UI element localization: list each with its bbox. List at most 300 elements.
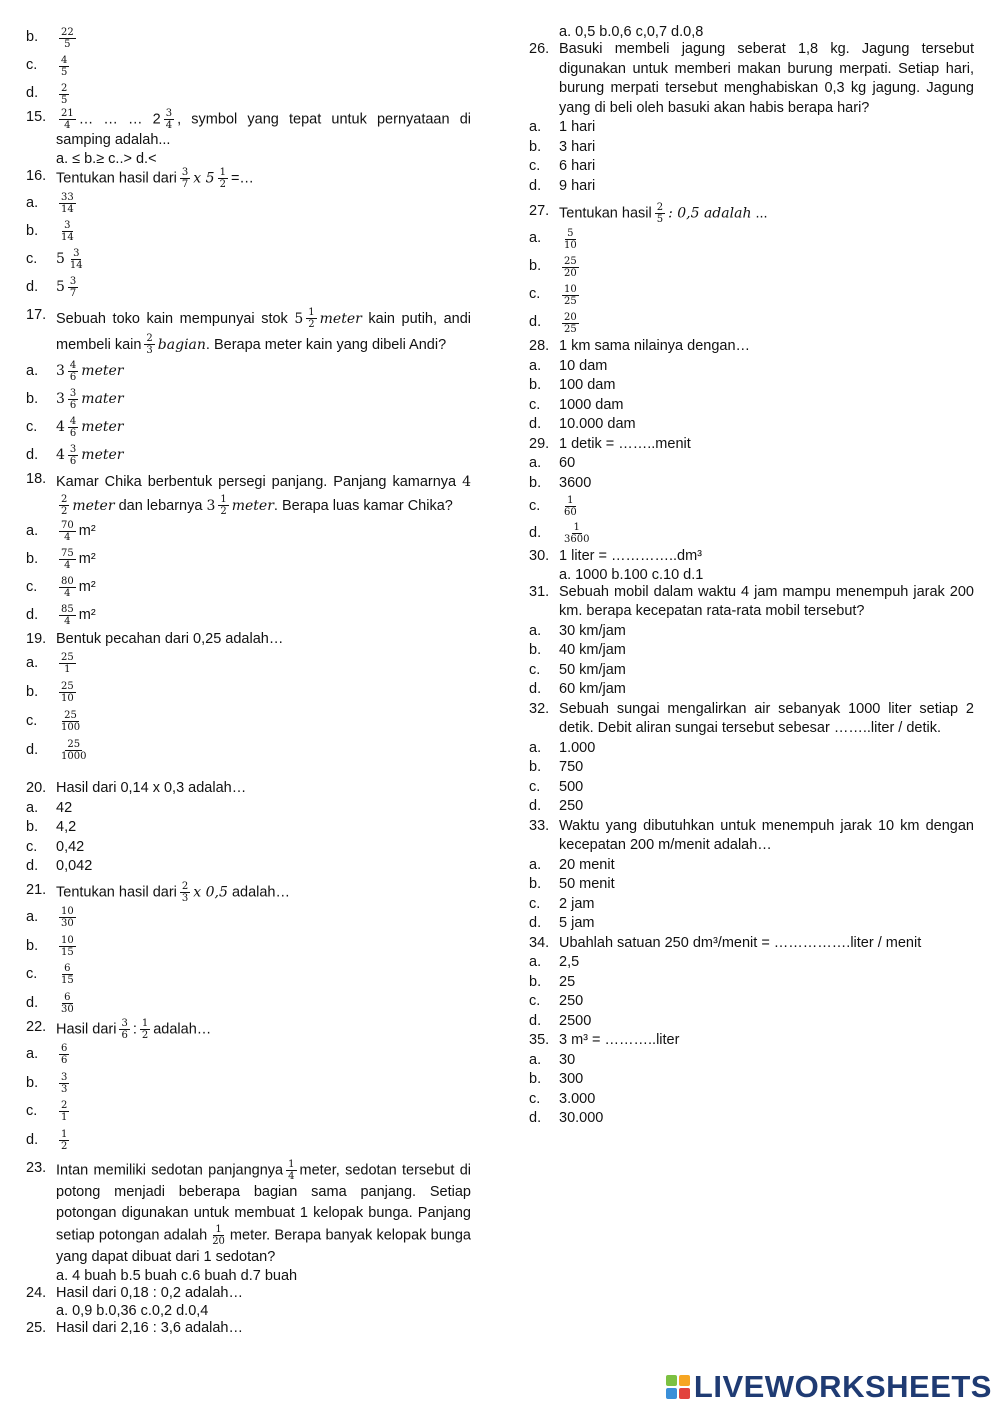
question-text: Hasil dari 2,16 : 3,6 adalah… [56, 1320, 243, 1336]
fraction [59, 963, 76, 986]
option-letter: a. [26, 194, 39, 211]
option-item[interactable] [529, 415, 974, 435]
options-list [26, 190, 471, 302]
option-letter: d. [529, 177, 542, 194]
option-item[interactable] [26, 414, 471, 442]
option-item[interactable] [26, 386, 471, 414]
option-text: 60 km/jam [559, 681, 626, 697]
option-item[interactable] [529, 1070, 974, 1090]
fraction-numerator: 3 [61, 1071, 68, 1083]
fraction-numerator: 6 [64, 963, 71, 975]
option-letter: d. [26, 446, 39, 463]
options-list [26, 1041, 471, 1155]
question-text: Tentukan hasil $\frac{2}{5}$ : 0,5 adalah ... [559, 202, 768, 225]
fraction [59, 1043, 69, 1066]
question-text: Hasil dari $\frac{3}{6}$ : $\frac{1}{2}$ adalah… [56, 1017, 212, 1041]
option-item[interactable] [529, 1109, 974, 1129]
option-letter: a. [529, 954, 542, 970]
option-letter: b. [529, 759, 542, 775]
options-list [529, 118, 974, 196]
question-24 [26, 1284, 471, 1304]
question-text: 3 m³ = ………..liter [559, 1032, 680, 1048]
question-number: 26. [529, 41, 550, 57]
option-item[interactable] [529, 973, 974, 993]
question-text: Waktu yang dibutuhkan untuk menempuh jarak 10 km dengan kecepatan 200 m/menit adalah… [559, 817, 974, 853]
option-item[interactable] [529, 914, 974, 934]
question-number: 25. [26, 1320, 47, 1336]
option-letter: b. [26, 550, 39, 567]
fraction-numerator: 10 [564, 283, 577, 295]
option-text: 2 jam [559, 895, 595, 912]
option-text: 1000 dam [559, 396, 624, 413]
option-unit: m² [78, 578, 96, 595]
fraction-numerator: 4 [69, 360, 77, 371]
option-item[interactable] [529, 778, 974, 798]
question-number: 35. [529, 1032, 550, 1048]
logo-icon [666, 1375, 690, 1399]
options-list [529, 454, 974, 493]
option-letter: d. [529, 416, 542, 432]
question-text: Intan memiliki sedotan panjangnya $\frac{1}{4}$ meter, sedotan tersebut di potong menjadi beberapa bagian sama panjang. Setiap potongan digunakan untuk membuat 1 kelopak bunga. Panjang setiap potongan adalah $\frac{1}{20}$ meter. Berapa banyak kelopak bunga yang dapat dibuat dari 1 sedotan? [56, 1158, 471, 1265]
fraction [59, 220, 76, 243]
option-item[interactable] [529, 1012, 974, 1032]
option-letter: b. [26, 937, 39, 954]
whole-number: 3 [56, 362, 65, 379]
option-letter: c. [26, 250, 38, 267]
fraction-denominator: 4 [64, 616, 71, 627]
option-letter: a. [529, 622, 542, 639]
option-item[interactable] [26, 736, 471, 765]
option-item[interactable] [529, 661, 974, 681]
option-item[interactable] [26, 274, 471, 302]
option-letter: b. [26, 222, 39, 239]
left-column [26, 24, 471, 1339]
option-text: 0,42 [56, 838, 85, 855]
option-unit: meter [81, 362, 124, 379]
fraction-denominator: 20 [564, 267, 577, 279]
fraction-denominator: 15 [61, 975, 74, 987]
fraction: $\frac{4}{5}$ [61, 54, 68, 78]
option-c[interactable] [26, 52, 471, 80]
question-23 [26, 1159, 471, 1268]
fraction-numerator: 3 [64, 220, 71, 231]
question-number: 18. [26, 470, 47, 487]
option-item[interactable] [26, 546, 471, 574]
question-text: Sebuah mobil dalam waktu 4 jam mampu menempuh jarak 200 km. berapa kecepatan rata-rata mobil tersebut? [559, 583, 974, 619]
option-letter: a. [529, 455, 542, 471]
option-unit: m² [78, 522, 96, 539]
option-item[interactable] [26, 190, 471, 218]
options-list [26, 358, 471, 470]
fraction-denominator: 10 [61, 693, 74, 704]
options-list [26, 649, 471, 765]
option-text: 30 [559, 1051, 576, 1068]
fraction-numerator: 20 [564, 311, 577, 323]
question-number: 19. [26, 630, 47, 647]
option-text: 500 [559, 778, 584, 795]
option-item[interactable] [529, 622, 974, 642]
option-item[interactable] [26, 218, 471, 246]
options-list [529, 739, 974, 817]
options-inline[interactable]: a. 4 buah b.5 buah c.6 buah d.7 buah [56, 1267, 298, 1284]
question-text: Sebuah sungai mengalirkan air sebanyak 1000 liter setiap 2 detik. Debit aliran sungai tersebut sebesar ……..liter / detik. [559, 700, 974, 736]
fraction-numerator: 75 [61, 548, 74, 559]
option-letter: c. [529, 286, 541, 303]
fraction [59, 604, 76, 627]
option-item[interactable] [26, 649, 471, 678]
option-unit: m² [78, 606, 96, 623]
question-text: 1 liter = …………..dm³ [559, 548, 703, 564]
option-item[interactable] [529, 641, 974, 661]
option-item[interactable] [529, 680, 974, 700]
option-text: 0,042 [56, 858, 93, 874]
fraction [59, 1100, 69, 1123]
option-letter: b. [529, 1071, 542, 1087]
question-number: 29. [529, 435, 550, 452]
question-text: 1 km sama nilainya dengan… [559, 338, 751, 354]
fraction-numerator: 5 [567, 227, 574, 239]
fraction [562, 256, 579, 279]
fraction-numerator: 3 [73, 248, 80, 259]
options-list [529, 493, 974, 547]
option-item[interactable] [26, 707, 471, 736]
option-item[interactable] [529, 992, 974, 1012]
question-number: 17. [26, 306, 47, 323]
option-item[interactable] [26, 904, 471, 933]
question-number: 28. [529, 338, 550, 354]
question-number: 20. [26, 780, 47, 796]
option-text: 30 km/jam [559, 622, 626, 639]
option-letter: a. [529, 856, 542, 873]
option-letter: a. [529, 230, 542, 247]
question-22 [26, 1018, 471, 1041]
question-20 [26, 779, 471, 799]
question-number: 32. [529, 700, 550, 717]
option-item[interactable] [529, 309, 974, 337]
question-29 [529, 435, 974, 455]
option-letter: c. [26, 1103, 38, 1119]
option-item[interactable] [26, 246, 471, 274]
fraction-numerator: 3 [69, 276, 77, 287]
question-number: 30. [529, 548, 550, 564]
fraction [59, 935, 76, 958]
fraction-numerator: 1 [61, 1128, 68, 1140]
fraction [562, 228, 579, 251]
options-list [529, 953, 974, 1031]
option-text: 250 [559, 993, 584, 1009]
option-letter: b. [529, 377, 542, 393]
fraction-denominator: 4 [64, 560, 71, 571]
fraction: $\frac{22}{5}$ [61, 26, 74, 50]
option-item[interactable] [26, 358, 471, 386]
options-inline[interactable]: a. ≤ b.≥ c..> d.< [56, 150, 157, 167]
question-25 [26, 1319, 471, 1339]
fraction-numerator: 25 [61, 681, 74, 692]
logo-tile [679, 1388, 690, 1399]
question-30 [529, 547, 974, 567]
options-inline[interactable]: a. 1000 b.100 c.10 d.1 [559, 566, 704, 583]
whole-number: 5 [56, 278, 65, 295]
question-text: Basuki membeli jagung seberat 1,8 kg. Jagung tersebut digunakan untuk memberi makan burung merpati. Setiap hari, burung merpati tersebut menghabiskan 0,3 kg jagung. Jagung yang di beli oleh basuki akan habis berapa hari? [559, 41, 974, 116]
option-letter: b. [26, 1074, 39, 1091]
fraction [68, 444, 78, 467]
options-inline[interactable]: a. 0,5 b.0,6 c,0,7 d.0,8 [559, 24, 704, 40]
fraction-denominator: 2 [61, 1140, 68, 1152]
option-letter: d. [26, 858, 39, 874]
fraction-denominator: 14 [61, 204, 74, 215]
fraction-denominator: 25 [564, 295, 577, 307]
option-text: 3 hari [559, 138, 596, 155]
question-text: Kamar Chika berbentuk persegi panjang. Panjang kamarnya 4 $\frac{2}{2}$ meter dan lebarnya 3 $\frac{1}{2}$ meter. Berapa luas kamar Chika? [56, 473, 472, 518]
fraction-numerator: 25 [67, 739, 81, 750]
option-item[interactable] [529, 157, 974, 177]
fraction [59, 576, 76, 599]
option-text: 300 [559, 1071, 584, 1087]
option-item[interactable] [529, 1090, 974, 1110]
question-number: 24. [26, 1284, 47, 1301]
question-number: 21. [26, 881, 47, 898]
option-text: 1 hari [559, 119, 596, 135]
fraction-denominator: 15 [61, 946, 74, 958]
fraction [562, 522, 591, 545]
option-item[interactable] [529, 1051, 974, 1071]
option-item[interactable] [529, 895, 974, 915]
fraction [59, 1129, 69, 1152]
option-item[interactable] [529, 758, 974, 778]
question-text: 1 detik = ……..menit [559, 435, 691, 452]
question-number: 33. [529, 817, 550, 834]
option-letter: d. [529, 798, 542, 814]
option-unit: meter [81, 418, 124, 435]
question-18 [26, 470, 471, 518]
option-text: 2500 [559, 1012, 592, 1029]
option-item[interactable] [26, 989, 471, 1018]
fraction [68, 388, 78, 411]
fraction-numerator: 25 [64, 710, 77, 721]
fraction [562, 284, 579, 307]
option-letter: c. [26, 418, 38, 435]
option-letter: d. [529, 915, 542, 931]
option-item[interactable] [26, 602, 471, 630]
option-item[interactable] [26, 1098, 471, 1127]
fraction-denominator: 60 [564, 507, 577, 518]
question-35 [529, 1031, 974, 1051]
fraction-numerator: 25 [564, 255, 577, 267]
option-item[interactable] [26, 799, 471, 819]
option-text: 2,5 [559, 954, 580, 970]
option-item[interactable] [26, 961, 471, 990]
fraction-denominator: 30 [61, 1003, 74, 1015]
option-letter: b. [529, 876, 542, 892]
option-item[interactable] [529, 376, 974, 396]
question-19 [26, 630, 471, 650]
fraction-denominator: 6 [61, 1055, 68, 1067]
option-letter: a. [26, 362, 39, 379]
option-letter: c. [26, 966, 38, 982]
option-text: 50 menit [559, 876, 615, 892]
option-item[interactable] [529, 875, 974, 895]
option-item[interactable] [529, 281, 974, 309]
option-text: 40 km/jam [559, 642, 626, 658]
options-list [26, 799, 471, 877]
option-item[interactable] [26, 838, 471, 858]
option-item[interactable] [529, 138, 974, 158]
option-item[interactable] [26, 818, 471, 838]
option-letter: d. [26, 278, 39, 295]
option-d[interactable] [26, 80, 471, 108]
option-text: 25 [559, 973, 576, 990]
fraction [59, 906, 76, 929]
option-b[interactable] [26, 24, 471, 52]
logo-tile [666, 1375, 677, 1386]
question-text: Sebuah toko kain mempunyai stok 5 $\frac{1}{2}$ meter kain putih, andi membeli kain $\frac{2}{3}$ bagian. Berapa meter kain yang dibeli Andi? [56, 307, 471, 357]
option-text: 750 [559, 759, 584, 775]
fraction-denominator: 30 [61, 918, 74, 930]
fraction-denominator: 4 [64, 588, 71, 599]
question-text: Bentuk pecahan dari 0,25 adalah… [56, 630, 284, 647]
option-letter: b. [529, 642, 542, 658]
option-item[interactable] [529, 856, 974, 876]
fraction [68, 276, 78, 299]
option-text: 3.000 [559, 1090, 596, 1107]
option-item[interactable] [26, 574, 471, 602]
option-item[interactable] [26, 518, 471, 546]
options-list [26, 904, 471, 1018]
option-unit: mater [81, 390, 124, 407]
option-item[interactable] [529, 797, 974, 817]
option-letter: a. [26, 654, 39, 671]
question-15 [26, 108, 471, 151]
option-item[interactable] [529, 396, 974, 416]
option-letter: a. [529, 357, 542, 374]
fraction: $\frac{2}{5}$ [61, 82, 68, 106]
fraction [59, 992, 76, 1015]
option-item[interactable] [26, 932, 471, 961]
fraction [59, 710, 82, 733]
logo-tile [666, 1388, 677, 1399]
option-item[interactable] [26, 442, 471, 470]
option-item[interactable] [529, 953, 974, 973]
fraction-denominator: 6 [69, 456, 77, 467]
option-letter: a. [26, 522, 39, 539]
option-text: 20 menit [559, 856, 615, 873]
option-letter: c. [26, 838, 38, 855]
option-unit: m² [78, 550, 96, 567]
option-letter: b. [529, 258, 542, 275]
option-text: 42 [56, 799, 73, 816]
fraction-numerator: 25 [61, 652, 74, 663]
fraction-numerator: 10 [61, 934, 74, 946]
option-item[interactable] [529, 357, 974, 377]
whole-number: 3 [56, 390, 65, 407]
whole-number: 5 [56, 250, 65, 267]
question-number: 23. [26, 1159, 47, 1176]
option-text: 1.000 [559, 739, 596, 756]
question-number: 22. [26, 1018, 47, 1035]
option-item[interactable] [529, 253, 974, 281]
option-item[interactable] [26, 857, 471, 877]
options-list [529, 1051, 974, 1129]
question-text: Tentukan hasil dari $\frac{2}{3}$ x 0,5 adalah… [56, 880, 290, 904]
option-letter: a. [26, 1046, 39, 1062]
option-text: 50 km/jam [559, 661, 626, 678]
option-text: 6 hari [559, 158, 596, 174]
option-item[interactable] [529, 454, 974, 474]
option-item[interactable] [529, 493, 974, 520]
fraction-denominator: 1 [64, 664, 71, 675]
fraction-numerator: 6 [64, 991, 71, 1003]
option-item[interactable] [26, 1126, 471, 1155]
option-item[interactable] [529, 177, 974, 197]
option-letter: c. [529, 396, 541, 413]
question-17 [26, 306, 471, 358]
question-text: Hasil dari 0,14 x 0,3 adalah… [56, 780, 247, 796]
question-number: 27. [529, 203, 550, 219]
option-letter: a. [529, 1051, 542, 1068]
option-item[interactable] [529, 225, 974, 253]
fraction-numerator: 70 [61, 520, 74, 531]
options-inline[interactable]: a. 0,9 b.0,36 c.0,2 d.0,4 [56, 1303, 209, 1319]
fraction-denominator: 1 [61, 1112, 68, 1124]
option-letter: c. [529, 158, 541, 174]
fraction-denominator: 1000 [61, 751, 87, 762]
fraction-numerator: 1 [567, 495, 574, 506]
fraction-denominator: 25 [564, 323, 577, 335]
option-letter: c. [529, 497, 541, 514]
option-item[interactable] [529, 739, 974, 759]
option-letter: a. [26, 799, 39, 816]
question-number: 31. [529, 583, 550, 600]
fraction-numerator: 1 [573, 522, 580, 533]
fraction-numerator: 80 [61, 576, 74, 587]
option-item[interactable] [26, 1041, 471, 1070]
question-number: 34. [529, 934, 550, 951]
fraction-numerator: 10 [61, 906, 74, 918]
option-letter: c. [26, 712, 38, 729]
option-letter: c. [529, 993, 541, 1009]
fraction [59, 1072, 69, 1095]
option-item[interactable] [529, 474, 974, 494]
question-text: $\frac{21}{4}$ … … … 2 $\frac{3}{4}$ , symbol yang tepat untuk pernyataan di samping adalah... [56, 108, 471, 148]
option-item[interactable] [529, 520, 974, 547]
option-letter: d. [26, 741, 39, 758]
whole-number: 4 [56, 418, 65, 435]
option-text: 250 [559, 798, 584, 814]
logo-text: LIVEWORKSHEETS [693, 1369, 992, 1404]
options-list [529, 856, 974, 934]
question-26 [529, 40, 974, 118]
option-letter: a. [26, 909, 39, 925]
fraction-denominator: 4 [64, 532, 71, 543]
option-item[interactable] [529, 118, 974, 138]
option-letter: c. [529, 1090, 541, 1107]
question-32 [529, 700, 974, 739]
fraction [68, 416, 78, 439]
question-33 [529, 817, 974, 856]
option-item[interactable] [26, 1069, 471, 1098]
question-text: Hasil dari 0,18 : 0,2 adalah… [56, 1284, 243, 1301]
option-text: 4,2 [56, 819, 77, 835]
option-letter: b. [26, 29, 39, 46]
option-letter: d. [529, 1110, 542, 1126]
fraction-denominator: 14 [69, 260, 83, 271]
option-item[interactable] [26, 678, 471, 707]
question-31 [529, 583, 974, 622]
options-list [529, 622, 974, 700]
fraction-numerator: 85 [61, 604, 74, 615]
fraction-numerator: 2 [61, 1100, 68, 1112]
option-text: 9 hari [559, 177, 596, 194]
